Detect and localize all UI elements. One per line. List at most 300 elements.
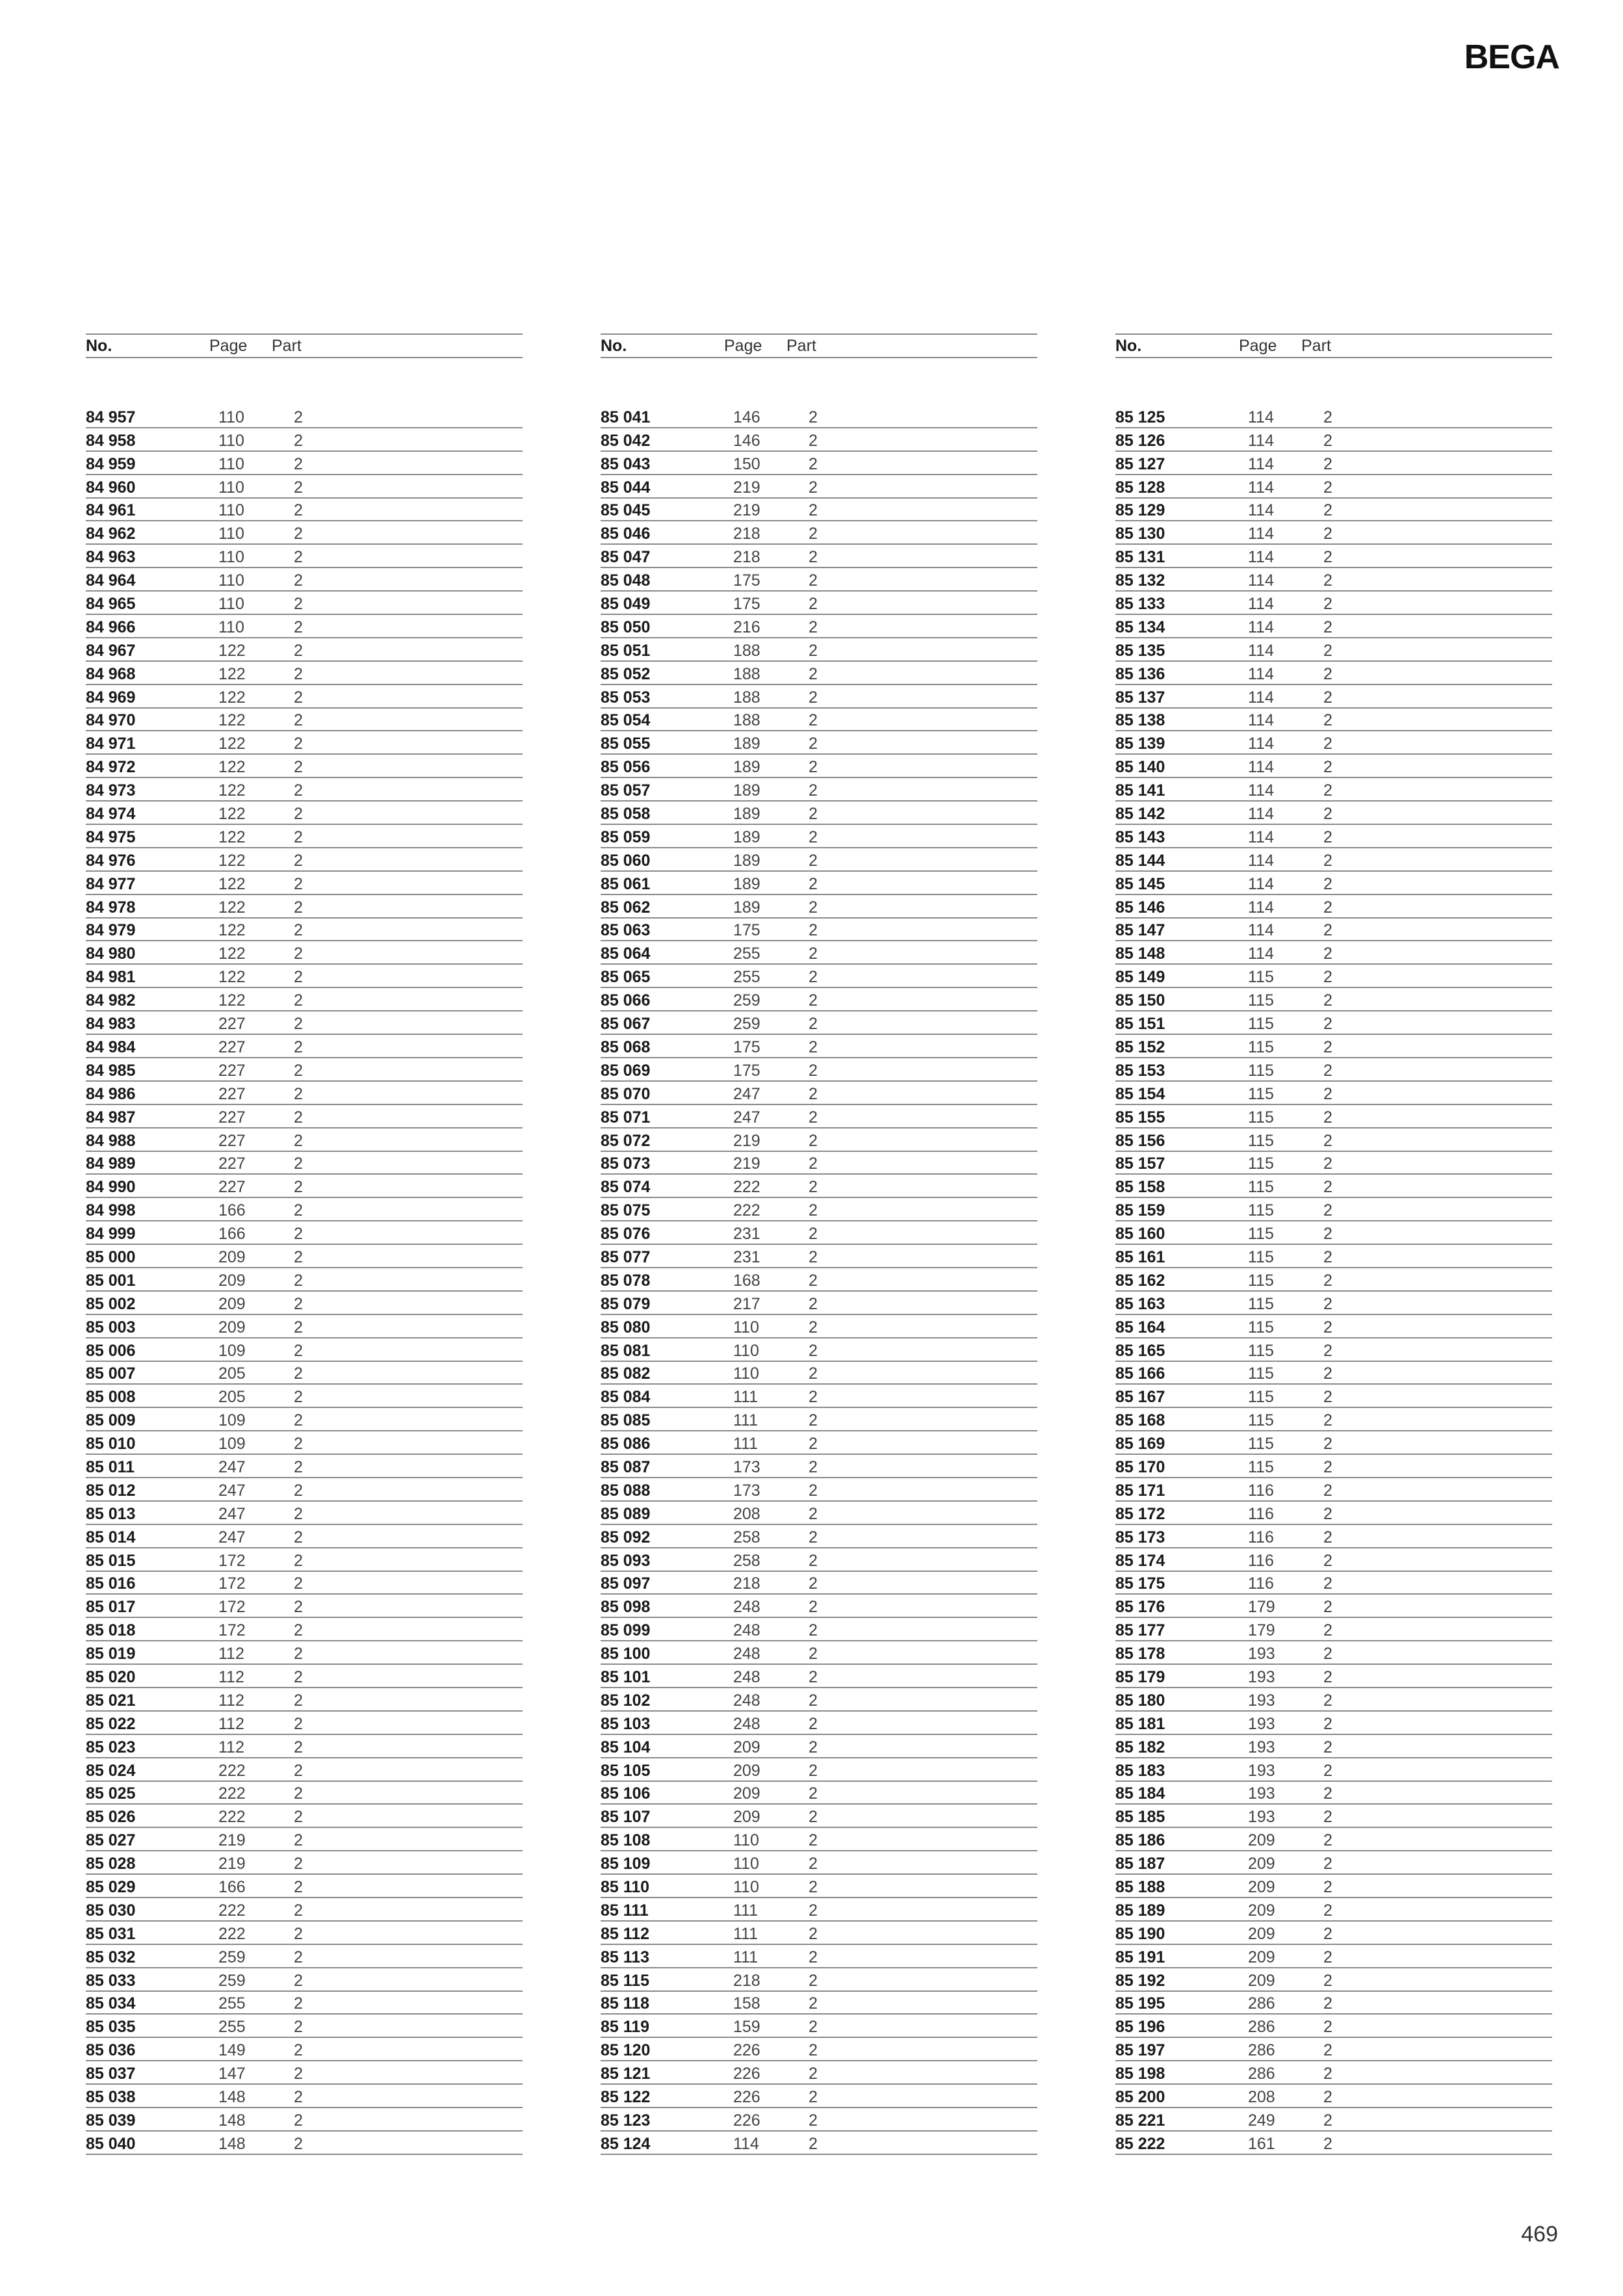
table-row [86, 2085, 523, 2108]
table-row [601, 521, 1037, 545]
item-number: 85 137 [1115, 688, 1165, 707]
item-number: 85 008 [86, 1388, 136, 1407]
page-value: 175 [733, 1061, 760, 1080]
part-value: 2 [294, 1551, 303, 1570]
part-value: 2 [294, 571, 303, 590]
page-value: 122 [218, 921, 246, 940]
part-value: 2 [294, 2065, 303, 2083]
part-value: 2 [1323, 595, 1332, 614]
page-value: 116 [1248, 1528, 1274, 1546]
page-value: 248 [733, 1645, 760, 1663]
table-row [601, 919, 1037, 942]
item-number: 85 105 [601, 1761, 651, 1780]
page-value: 122 [218, 898, 246, 917]
table-row [601, 1245, 1037, 1268]
page-value: 114 [1248, 664, 1274, 683]
part-value: 2 [809, 1364, 818, 1383]
part-value: 2 [809, 851, 818, 870]
page-value: 248 [733, 1691, 760, 1710]
table-row [86, 1851, 523, 1875]
part-value: 2 [294, 1294, 303, 1313]
page-value: 209 [733, 1761, 760, 1780]
item-number: 85 174 [1115, 1551, 1165, 1570]
table-row [86, 1431, 523, 1455]
table-row [601, 825, 1037, 848]
table-row [601, 662, 1037, 685]
item-number: 85 034 [86, 1994, 136, 2013]
part-value: 2 [294, 2088, 303, 2107]
table-row [86, 475, 523, 499]
header-page: Page [209, 337, 248, 355]
part-value: 2 [294, 1808, 303, 1827]
page-value: 115 [1248, 1225, 1274, 1244]
part-value: 2 [809, 1061, 818, 1080]
page-value: 111 [733, 1901, 759, 1920]
page-value: 111 [733, 1435, 759, 1454]
part-value: 2 [294, 1948, 303, 1966]
item-number: 85 092 [601, 1528, 651, 1546]
item-number: 85 157 [1115, 1155, 1165, 1173]
page-value: 216 [733, 618, 760, 636]
table-row [1115, 2015, 1552, 2038]
page-number: 469 [1521, 2222, 1558, 2247]
page-value: 189 [733, 758, 760, 777]
part-value: 2 [1323, 1994, 1332, 2013]
page-value: 227 [218, 1155, 246, 1173]
table-row [86, 1058, 523, 1082]
part-value: 2 [809, 1294, 818, 1313]
part-value: 2 [294, 548, 303, 567]
page-value: 114 [1248, 431, 1274, 450]
table-row [1115, 428, 1552, 452]
item-number: 85 121 [601, 2065, 651, 2083]
part-value: 2 [1323, 805, 1332, 824]
table-row [601, 428, 1037, 452]
page-value: 150 [733, 454, 760, 473]
table-row [86, 1221, 523, 1245]
part-value: 2 [809, 1108, 818, 1127]
item-number: 85 188 [1115, 1878, 1165, 1896]
item-number: 85 027 [86, 1831, 136, 1850]
item-number: 85 109 [601, 1855, 651, 1873]
page-value: 115 [1248, 1341, 1274, 1360]
page-value: 122 [218, 781, 246, 800]
page-value: 114 [1248, 618, 1274, 636]
item-number: 85 133 [1115, 595, 1165, 614]
part-value: 2 [294, 1015, 303, 1034]
part-value: 2 [1323, 664, 1332, 683]
part-value: 2 [809, 595, 818, 614]
page-value: 122 [218, 664, 246, 683]
page-value: 248 [733, 1598, 760, 1617]
table-row [1115, 778, 1552, 802]
item-number: 85 153 [1115, 1061, 1165, 1080]
part-value: 2 [809, 1341, 818, 1360]
part-value: 2 [809, 1504, 818, 1523]
item-number: 85 007 [86, 1364, 136, 1383]
part-value: 2 [809, 431, 818, 450]
page-value: 227 [218, 1108, 246, 1127]
part-value: 2 [1323, 1201, 1332, 1220]
page-value: 172 [218, 1598, 246, 1617]
item-number: 85 142 [1115, 805, 1165, 824]
page-value: 209 [1248, 1948, 1275, 1966]
item-number: 85 161 [1115, 1247, 1165, 1266]
page-value: 209 [218, 1294, 246, 1313]
page-value: 114 [1248, 898, 1274, 917]
part-value: 2 [809, 921, 818, 940]
item-number: 85 017 [86, 1598, 136, 1617]
part-value: 2 [809, 781, 818, 800]
table-row [601, 1058, 1037, 1082]
page-value: 189 [733, 898, 760, 917]
part-value: 2 [1323, 991, 1332, 1010]
table-row [1115, 1898, 1552, 1922]
item-number: 85 100 [601, 1645, 651, 1663]
item-number: 85 175 [1115, 1574, 1165, 1593]
item-number: 85 169 [1115, 1435, 1165, 1454]
table-row [601, 1035, 1037, 1058]
item-number: 84 979 [86, 921, 136, 940]
page-value: 193 [1248, 1761, 1275, 1780]
page-value: 209 [733, 1784, 760, 1803]
item-number: 85 098 [601, 1598, 651, 1617]
table-row [1115, 731, 1552, 755]
part-value: 2 [809, 711, 818, 730]
item-number: 84 977 [86, 874, 136, 893]
part-value: 2 [809, 1784, 818, 1803]
part-value: 2 [294, 1318, 303, 1337]
table-row [1115, 1011, 1552, 1035]
part-value: 2 [809, 408, 818, 426]
page-value: 249 [1248, 2111, 1275, 2130]
page-value: 149 [218, 2041, 246, 2060]
part-value: 2 [809, 1225, 818, 1244]
page-value: 116 [1248, 1504, 1274, 1523]
page-value: 172 [218, 1551, 246, 1570]
part-value: 2 [294, 1645, 303, 1663]
table-row [86, 1362, 523, 1385]
table-row [86, 1245, 523, 1268]
part-value: 2 [1323, 874, 1332, 893]
index-rows [601, 405, 1037, 2155]
table-row [601, 1595, 1037, 1618]
page-value: 110 [733, 1341, 759, 1360]
part-value: 2 [809, 1435, 818, 1454]
page-value: 227 [218, 1084, 246, 1103]
item-number: 85 135 [1115, 641, 1165, 660]
table-row [1115, 965, 1552, 988]
page-value: 173 [733, 1457, 760, 1476]
item-number: 85 042 [601, 431, 651, 450]
part-value: 2 [809, 2041, 818, 2060]
item-number: 84 961 [86, 501, 136, 520]
table-row [601, 2108, 1037, 2132]
table-row [86, 545, 523, 568]
part-value: 2 [809, 1924, 818, 1943]
part-value: 2 [1323, 1435, 1332, 1454]
table-row [86, 1595, 523, 1618]
page-value: 286 [1248, 2018, 1275, 2037]
page-value: 110 [733, 1878, 759, 1896]
page-value: 122 [218, 758, 246, 777]
page-value: 193 [1248, 1738, 1275, 1756]
page-value: 110 [733, 1855, 759, 1873]
page-value: 189 [733, 828, 760, 846]
table-row [1115, 1268, 1552, 1292]
page-value: 219 [218, 1855, 246, 1873]
table-row [601, 1431, 1037, 1455]
table-row [1115, 1641, 1552, 1665]
part-value: 2 [294, 1411, 303, 1430]
item-number: 85 180 [1115, 1691, 1165, 1710]
table-row [86, 662, 523, 685]
page-value: 222 [218, 1901, 246, 1920]
table-row [86, 1898, 523, 1922]
table-row [1115, 1362, 1552, 1385]
item-number: 85 129 [1115, 501, 1165, 520]
part-value: 2 [809, 1645, 818, 1663]
item-number: 85 014 [86, 1528, 136, 1546]
item-number: 85 198 [1115, 2065, 1165, 2083]
item-number: 85 115 [601, 1971, 650, 1990]
page-value: 219 [733, 1131, 760, 1150]
header-no: No. [86, 337, 112, 355]
header-part: Part [786, 337, 816, 355]
item-number: 85 186 [1115, 1831, 1165, 1850]
item-number: 85 164 [1115, 1318, 1165, 1337]
part-value: 2 [294, 1504, 303, 1523]
table-row [86, 965, 523, 988]
item-number: 85 183 [1115, 1761, 1165, 1780]
table-row [601, 895, 1037, 919]
page-value: 115 [1248, 1271, 1274, 1290]
page-value: 218 [733, 1574, 760, 1593]
part-value: 2 [294, 1155, 303, 1173]
item-number: 84 990 [86, 1178, 136, 1197]
page-value: 115 [1248, 1084, 1274, 1103]
page-value: 115 [1248, 1457, 1274, 1476]
item-number: 85 077 [601, 1247, 651, 1266]
part-value: 2 [1323, 571, 1332, 590]
part-value: 2 [294, 1855, 303, 1873]
page-value: 161 [1248, 2134, 1275, 2153]
table-row [601, 1712, 1037, 1735]
table-row [1115, 1851, 1552, 1875]
item-number: 84 957 [86, 408, 136, 426]
part-value: 2 [294, 991, 303, 1010]
part-value: 2 [809, 1084, 818, 1103]
part-value: 2 [1323, 1294, 1332, 1313]
table-row [1115, 825, 1552, 848]
page-value: 114 [1248, 595, 1274, 614]
item-number: 85 182 [1115, 1738, 1165, 1756]
page-value: 248 [733, 1714, 760, 1733]
item-number: 84 981 [86, 968, 136, 987]
page-value: 175 [733, 1037, 760, 1056]
page-value: 114 [1248, 641, 1274, 660]
part-value: 2 [294, 898, 303, 917]
page-value: 116 [1248, 1574, 1274, 1593]
table-row [1115, 615, 1552, 638]
index-column-2 [601, 333, 1037, 2155]
item-number: 85 099 [601, 1621, 651, 1640]
page-value: 222 [218, 1784, 246, 1803]
part-value: 2 [294, 828, 303, 846]
item-number: 85 036 [86, 2041, 136, 2060]
table-row [86, 802, 523, 825]
page-value: 110 [733, 1364, 759, 1383]
table-row [86, 1385, 523, 1408]
item-number: 85 021 [86, 1691, 136, 1710]
table-row [601, 1315, 1037, 1338]
table-row [1115, 1735, 1552, 1758]
page-value: 114 [1248, 501, 1274, 520]
table-row [1115, 1922, 1552, 1945]
item-number: 85 012 [86, 1481, 136, 1500]
item-number: 85 191 [1115, 1948, 1165, 1966]
item-number: 85 023 [86, 1738, 136, 1756]
item-number: 85 127 [1115, 454, 1165, 473]
item-number: 85 167 [1115, 1388, 1165, 1407]
item-number: 85 101 [601, 1667, 651, 1686]
part-value: 2 [1323, 1364, 1332, 1383]
item-number: 85 128 [1115, 478, 1165, 497]
table-row [601, 685, 1037, 709]
item-number: 85 076 [601, 1225, 651, 1244]
page-value: 115 [1248, 968, 1274, 987]
page-value: 175 [733, 595, 760, 614]
page-value: 110 [218, 595, 244, 614]
page-value: 209 [1248, 1924, 1275, 1943]
page-value: 115 [1248, 1435, 1274, 1454]
part-value: 2 [1323, 1691, 1332, 1710]
table-row [601, 499, 1037, 522]
part-value: 2 [1323, 1061, 1332, 1080]
page-value: 193 [1248, 1645, 1275, 1663]
item-number: 85 037 [86, 2065, 136, 2083]
page-value: 248 [733, 1667, 760, 1686]
page-value: 114 [1248, 828, 1274, 846]
item-number: 85 046 [601, 525, 651, 543]
item-number: 85 187 [1115, 1855, 1165, 1873]
table-row [86, 638, 523, 662]
item-number: 85 158 [1115, 1178, 1165, 1197]
header-part: Part [1301, 337, 1331, 355]
item-number: 85 159 [1115, 1201, 1165, 1220]
item-number: 85 141 [1115, 781, 1165, 800]
part-value: 2 [809, 1971, 818, 1990]
part-value: 2 [809, 1831, 818, 1850]
item-number: 85 139 [1115, 735, 1165, 753]
table-row [601, 1362, 1037, 1385]
page-value: 209 [1248, 1901, 1275, 1920]
table-row [1115, 662, 1552, 685]
item-number: 85 125 [1115, 408, 1165, 426]
part-value: 2 [1323, 2065, 1332, 2083]
item-number: 85 184 [1115, 1784, 1165, 1803]
table-row [601, 475, 1037, 499]
item-number: 85 028 [86, 1855, 136, 1873]
page-value: 188 [733, 711, 760, 730]
item-number: 84 976 [86, 851, 136, 870]
item-number: 84 971 [86, 735, 136, 753]
item-number: 85 044 [601, 478, 651, 497]
page-value: 231 [733, 1247, 760, 1266]
part-value: 2 [1323, 945, 1332, 963]
table-row [601, 1735, 1037, 1758]
item-number: 85 144 [1115, 851, 1165, 870]
part-value: 2 [809, 2134, 818, 2153]
page-value: 148 [218, 2088, 246, 2107]
part-value: 2 [809, 945, 818, 963]
item-number: 85 149 [1115, 968, 1165, 987]
page-value: 115 [1248, 1364, 1274, 1383]
table-row [601, 1945, 1037, 1968]
table-row [1115, 2085, 1552, 2108]
item-number: 85 033 [86, 1971, 136, 1990]
item-number: 85 119 [601, 2018, 650, 2037]
table-row [86, 755, 523, 778]
table-row [601, 1385, 1037, 1408]
part-value: 2 [809, 1878, 818, 1896]
item-number: 85 032 [86, 1948, 136, 1966]
page-value: 231 [733, 1225, 760, 1244]
part-value: 2 [294, 1481, 303, 1500]
table-row [601, 452, 1037, 475]
table-row [86, 685, 523, 709]
item-number: 85 171 [1115, 1481, 1165, 1500]
table-row [601, 755, 1037, 778]
table-row [1115, 1058, 1552, 1082]
table-row [601, 802, 1037, 825]
item-number: 85 009 [86, 1411, 136, 1430]
table-row [1115, 1385, 1552, 1408]
item-number: 84 980 [86, 945, 136, 963]
table-row [86, 1105, 523, 1128]
page-value: 188 [733, 664, 760, 683]
item-number: 84 969 [86, 688, 136, 707]
item-number: 85 150 [1115, 991, 1165, 1010]
table-row [1115, 1128, 1552, 1152]
part-value: 2 [1323, 501, 1332, 520]
item-number: 85 047 [601, 548, 651, 567]
part-value: 2 [1323, 478, 1332, 497]
table-row [86, 1011, 523, 1035]
page-value: 122 [218, 641, 246, 660]
table-row [86, 1875, 523, 1898]
part-value: 2 [1323, 1155, 1332, 1173]
page-value: 115 [1248, 1294, 1274, 1313]
item-number: 85 024 [86, 1761, 136, 1780]
page-value: 122 [218, 991, 246, 1010]
table-row [86, 941, 523, 965]
header-page: Page [1239, 337, 1277, 355]
item-number: 85 192 [1115, 1971, 1165, 1990]
item-number: 85 120 [601, 2041, 651, 2060]
table-row [86, 1712, 523, 1735]
table-row [1115, 1245, 1552, 1268]
item-number: 85 048 [601, 571, 651, 590]
page-value: 148 [218, 2134, 246, 2153]
part-value: 2 [294, 1271, 303, 1290]
part-value: 2 [809, 1691, 818, 1710]
table-row [1115, 545, 1552, 568]
item-number: 85 176 [1115, 1598, 1165, 1617]
page-value: 209 [1248, 1878, 1275, 1896]
page-value: 110 [218, 548, 244, 567]
part-value: 2 [294, 478, 303, 497]
